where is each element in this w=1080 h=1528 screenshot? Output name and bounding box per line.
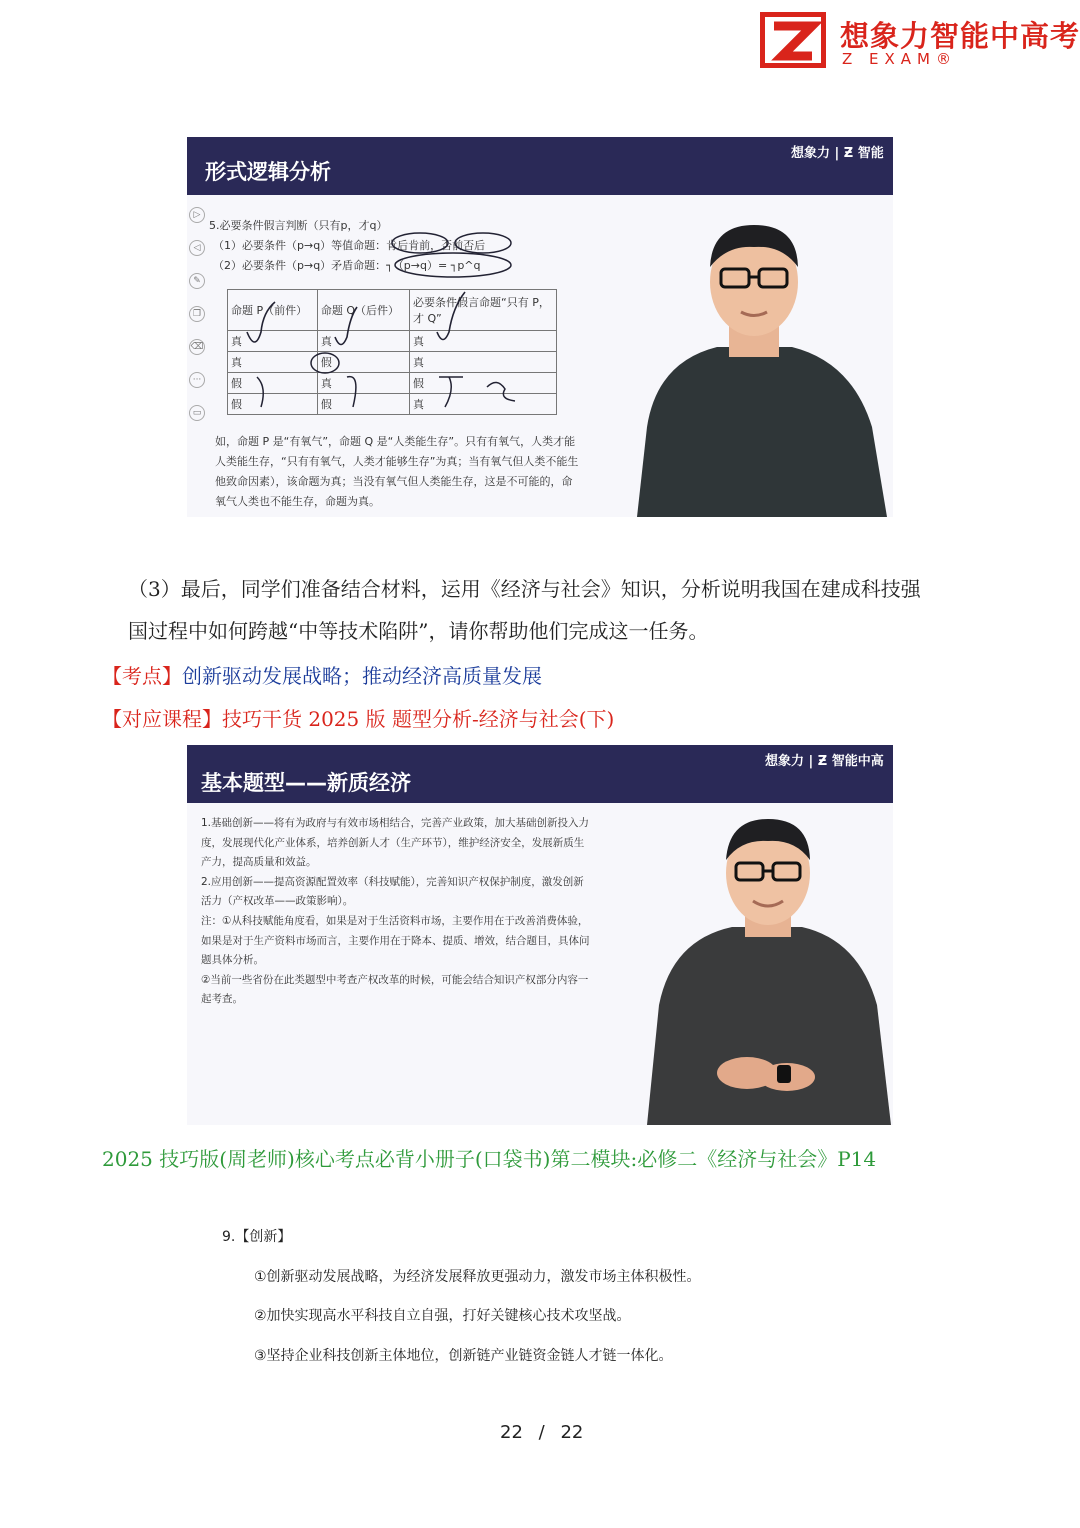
- table-cell: 真: [228, 352, 318, 373]
- back-icon: ◁: [189, 240, 205, 256]
- table-cell: 假: [317, 352, 409, 373]
- table-cell: 假: [317, 394, 409, 415]
- brand-logo: [760, 10, 1080, 70]
- lecture-slide-new-economy: [187, 745, 893, 1125]
- related-course-text: 技巧干货 2025 版 题型分析-经济与社会(下): [222, 707, 615, 731]
- slide-title: 基本题型——新质经济: [201, 771, 411, 795]
- example-line-1: 如，命题 P 是“有氧气”，命题 Q 是“人类能生存”。只有有氧气，人类才能: [215, 435, 576, 448]
- table-cell: 假: [228, 394, 318, 415]
- table-cell: 真: [228, 331, 318, 352]
- slide-line-3: 产力，提高质量和效益。: [201, 856, 317, 868]
- page-number: [500, 1422, 583, 1443]
- copy-icon: ❐: [189, 306, 205, 322]
- exam-point: [102, 660, 542, 689]
- table-cell: 真: [410, 352, 557, 373]
- related-course-tag: 【对应课程】: [102, 707, 222, 731]
- slide-brand: 想象力 | Ƶ 智能中高: [765, 754, 884, 769]
- booklet-item-2: ②加快实现高水平科技自立自强，打好关键核心技术攻坚战。: [254, 1308, 631, 1324]
- lecture-slide-logic: [187, 137, 893, 517]
- table-cell: 假: [410, 373, 557, 394]
- page-separator: /: [538, 1422, 545, 1443]
- pen-icon: ✎: [189, 273, 205, 289]
- booklet-item-3: ③坚持企业科技创新主体地位，创新链产业链资金链人才链一体化。: [254, 1348, 673, 1364]
- slide-line-7: 如果是对于生产资料市场而言，主要作用在于降本、提质、增效，结合题目，具体问: [201, 935, 590, 947]
- related-course: [102, 703, 614, 732]
- slide-brand: 想象力 | Ƶ 智能: [791, 146, 884, 161]
- question-line-1: （3）最后，同学们准备结合材料，运用《经济与社会》知识，分析说明我国在建成科技强: [128, 577, 921, 601]
- slide-line-3: （2）必要条件（p→q）矛盾命题：┐（p→q）= ┐p^q: [213, 259, 481, 272]
- teacher-photo: [637, 815, 893, 1125]
- screen-icon: ▭: [189, 405, 205, 421]
- exam-point-text: 创新驱动发展战略；推动经济高质量发展: [182, 664, 542, 688]
- slide-line-10: 起考查。: [201, 993, 243, 1005]
- slide-line-2: （1）必要条件（p→q）等值命题：肯后肯前，否前否后: [213, 239, 486, 252]
- table-header-cell: 命题 Q（后件）: [317, 290, 409, 331]
- slide-title: 形式逻辑分析: [205, 160, 331, 184]
- eraser-icon: ⌫: [189, 339, 205, 355]
- page-current: 22: [500, 1422, 523, 1443]
- table-header-cell: 命题 P（前件）: [228, 290, 318, 331]
- brand-name-cn: 想象力智能中高考: [840, 19, 1080, 53]
- question-line-2: 国过程中如何跨越“中等技术陷阱”，请你帮助他们完成这一任务。: [128, 619, 709, 643]
- booklet-reference: 2025 技巧版(周老师)核心考点必背小册子(口袋书)第二模块:必修二《经济与社会》P14: [102, 1147, 877, 1171]
- exam-point-tag: 【考点】: [102, 664, 182, 688]
- slide-line-6: 注：①从科技赋能角度看，如果是对于生活资料市场，主要作用在于改善消费体验，: [201, 915, 589, 927]
- teacher-photo: [617, 197, 893, 517]
- slide-line-5: 活力（产权改革——政策影响）。: [201, 895, 354, 907]
- brand-name-en: Z EXAM®: [842, 50, 958, 68]
- slide-line-2: 度，发展现代化产业体系，培养创新人才（生产环节），维护经济安全，发展新质生: [201, 837, 585, 849]
- table-cell: 真: [410, 394, 557, 415]
- table-cell: 真: [317, 331, 409, 352]
- slide-line-1: 1.基础创新——将有为政府与有效市场相结合，完善产业政策，加大基础创新投入力: [201, 817, 590, 829]
- table-cell: 真: [317, 373, 409, 394]
- slide-line-1: 5.必要条件假言判断（只有p，才q）: [209, 219, 388, 232]
- play-icon: ▷: [189, 207, 205, 223]
- page-total: 22: [560, 1422, 584, 1443]
- table-cell: 假: [228, 373, 318, 394]
- booklet-item-1: ①创新驱动发展战略，为经济发展释放更强动力，激发市场主体积极性。: [254, 1269, 701, 1285]
- z-exam-logo-icon: [760, 12, 826, 68]
- table-cell: 真: [410, 331, 557, 352]
- example-line-4: 氧气人类也不能生存，命题为真。: [215, 495, 380, 508]
- slide-line-8: 题具体分析。: [201, 954, 264, 966]
- slide-line-9: ②当前一些省份在此类题型中考查产权改革的时候，可能会结合知识产权部分内容一: [201, 974, 589, 986]
- table-header-cell: 必要条件假言命题“只有 P，才 Q”: [410, 290, 557, 331]
- example-line-2: 人类能生存，“只有有氧气，人类才能够生存”为真；当有氧气但人类不能生: [215, 455, 579, 468]
- slide-line-4: 2.应用创新——提高资源配置效率（科技赋能），完善知识产权保护制度，激发创新: [201, 876, 584, 888]
- example-line-3: 他致命因素），该命题为真；当没有氧气但人类能生存，这是不可能的，命: [215, 475, 573, 488]
- more-icon: ···: [189, 372, 205, 388]
- booklet-heading: 9.【创新】: [222, 1229, 292, 1245]
